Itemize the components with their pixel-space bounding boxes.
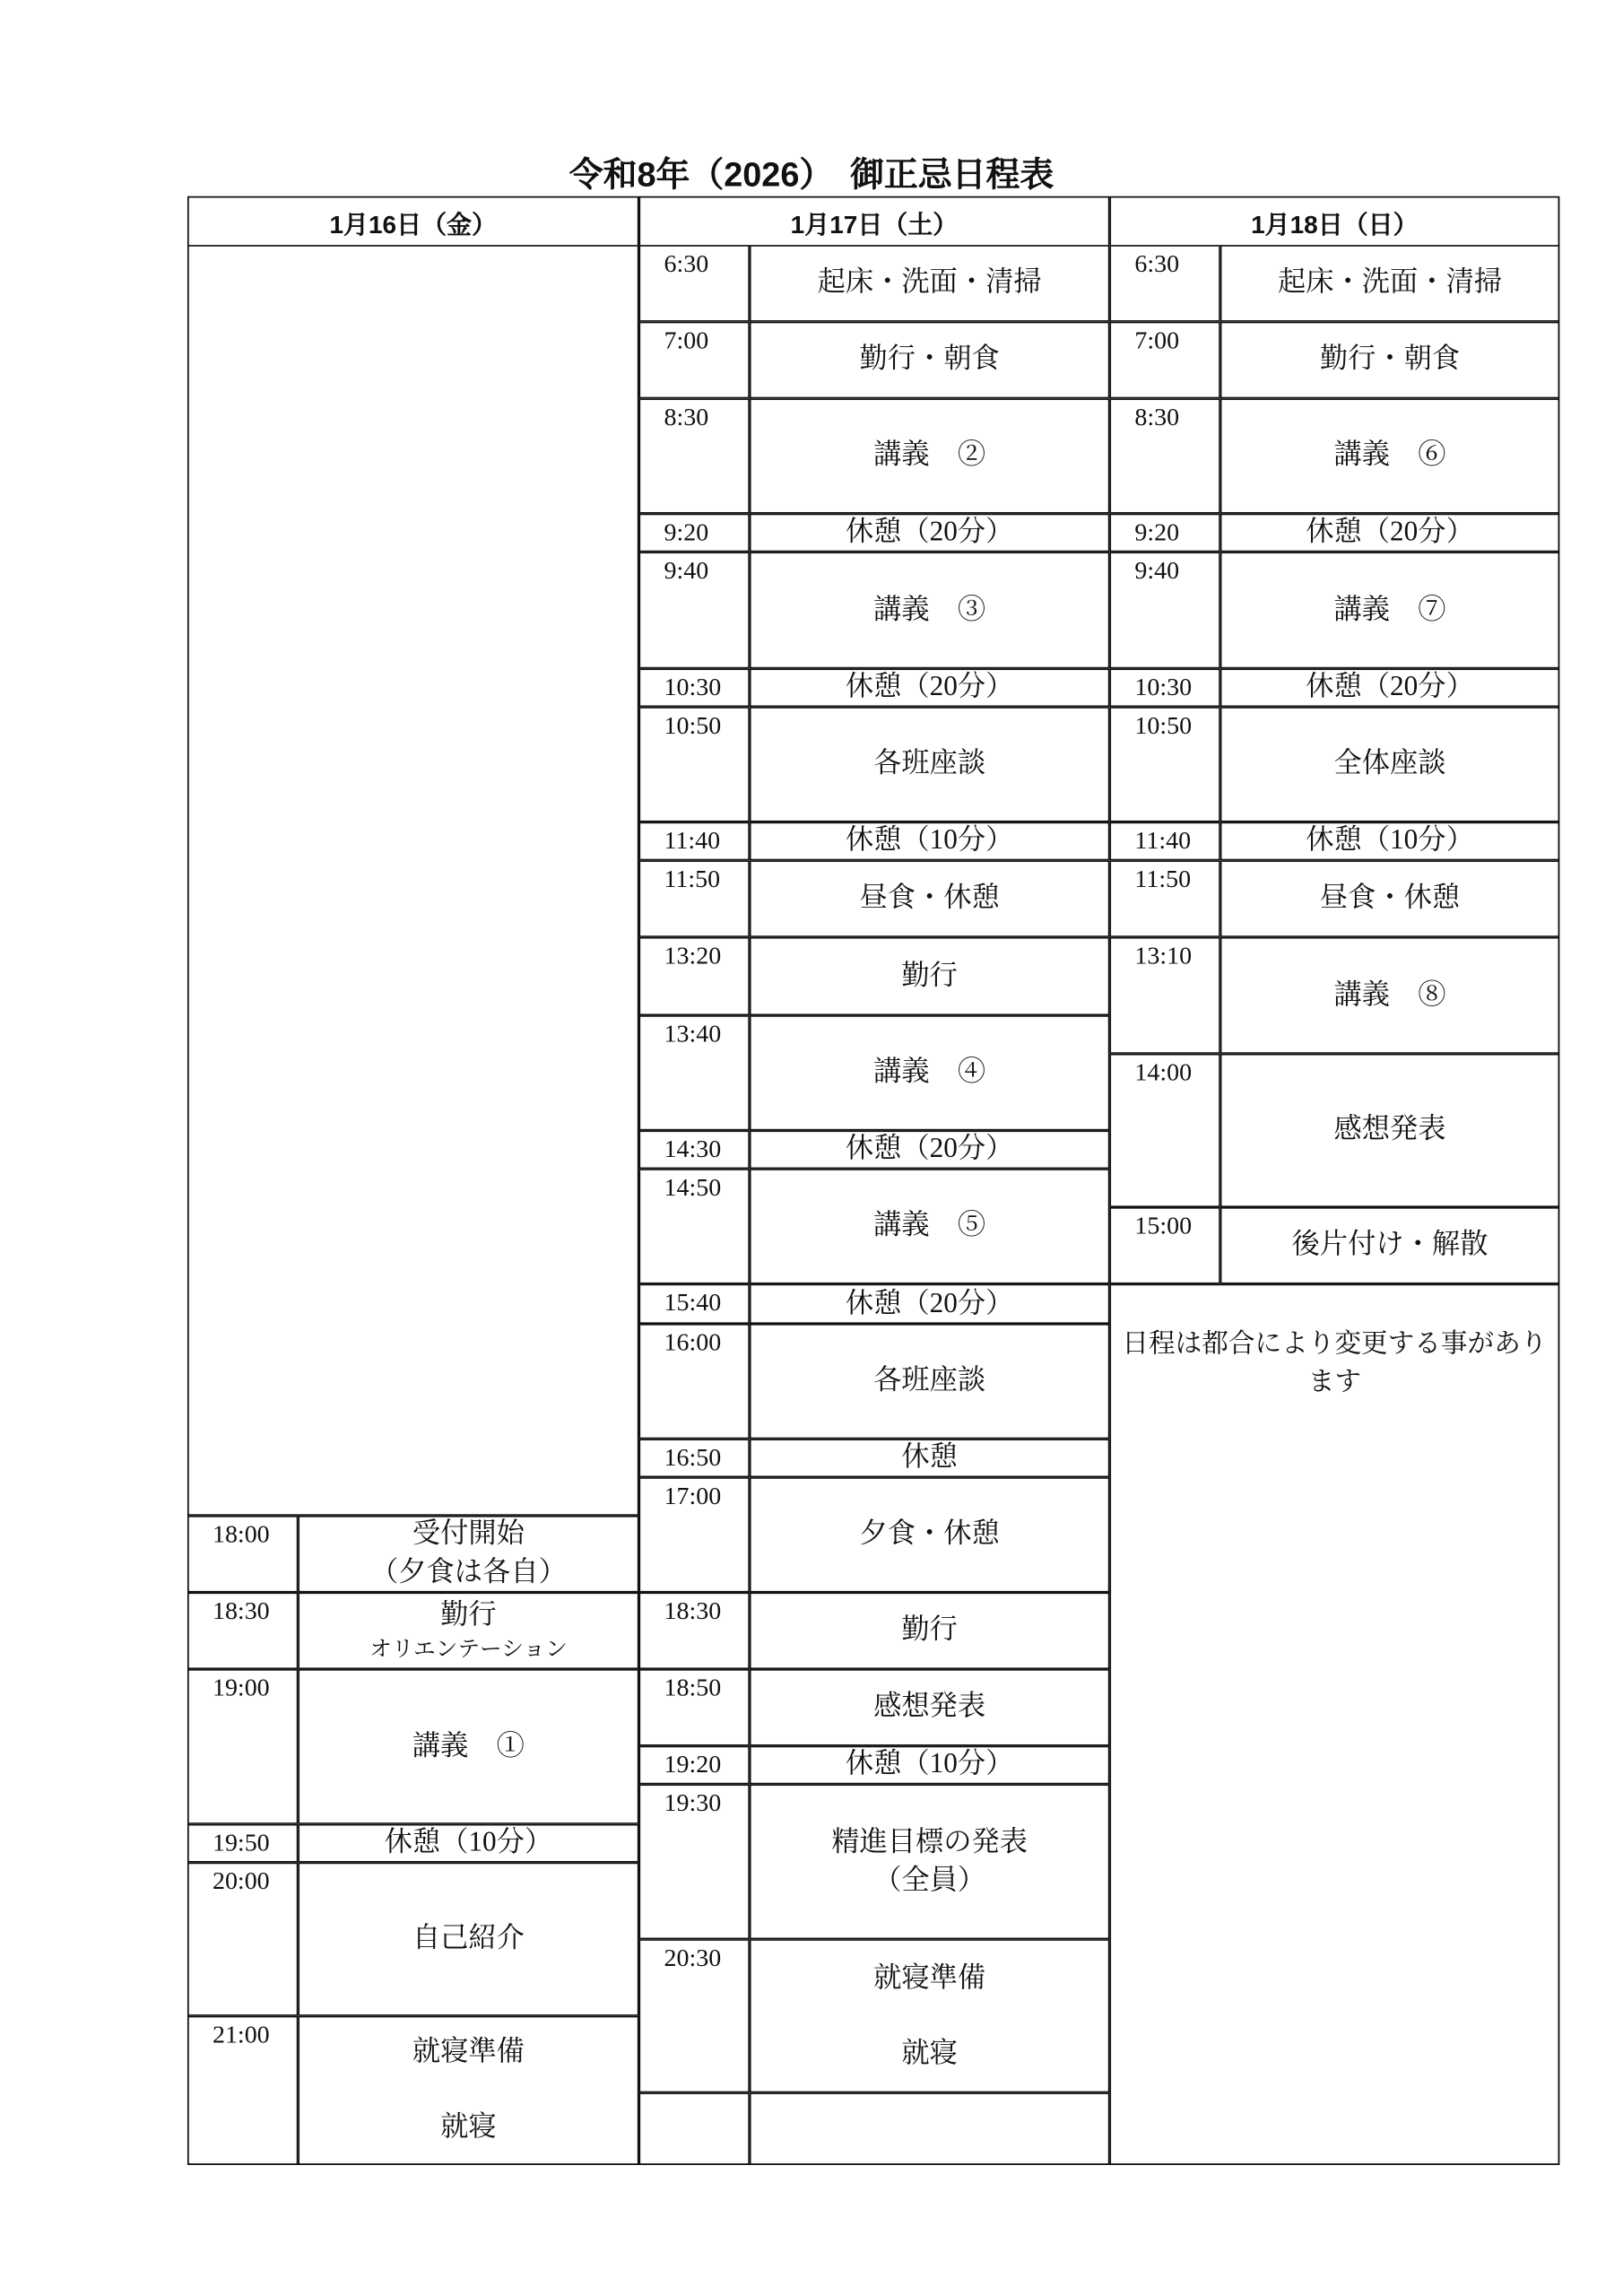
time-cell: 11:50: [639, 860, 750, 937]
time-cell: 14:30: [639, 1130, 750, 1169]
activity-cell: [750, 322, 1110, 399]
time-cell: [639, 2092, 750, 2165]
activity-cell: [750, 1477, 1110, 1592]
activity-text: オリエンテーション: [369, 1637, 568, 1662]
activity-text: 受付開始: [412, 1518, 525, 1551]
time-cell: 18:50: [639, 1669, 750, 1746]
activity-text: 精進目標の発表: [831, 1826, 1028, 1858]
activity-text: 各班座談: [873, 748, 986, 780]
activity-text: 講義 ①: [412, 1730, 525, 1762]
time-cell: 13:20: [639, 937, 750, 1015]
activity-cell: [750, 1324, 1110, 1439]
activity-text: 感想発表: [873, 1692, 986, 1723]
activity-cell: [750, 1669, 1110, 1746]
time-cell: 16:50: [639, 1439, 750, 1477]
activity-text: 講義 ②: [873, 439, 986, 472]
activity-cell: [750, 514, 1110, 552]
activity-text: 就寝準備: [412, 2036, 525, 2068]
activity-text: 各班座談: [873, 1365, 986, 1396]
activity-cell: [1220, 552, 1559, 668]
activity-cell: [750, 398, 1110, 513]
time-cell: 10:30: [1109, 668, 1219, 707]
time-cell: 15:00: [1109, 1207, 1219, 1284]
activity-text: 昼食・休憩: [1319, 883, 1461, 914]
day-header: 1月16日（金）: [187, 196, 639, 247]
day-header: 1月18日（日）: [1109, 196, 1559, 247]
activity-text: 休憩（10分）: [1306, 825, 1474, 857]
activity-cell: [1220, 322, 1559, 399]
activity-cell: [1220, 860, 1559, 937]
activity-cell: [750, 1015, 1110, 1130]
activity-text: 起床・洗面・清掃: [1277, 267, 1503, 299]
activity-text: 勤行: [440, 1599, 497, 1631]
activity-text: 自己紹介: [412, 1923, 525, 1954]
activity-text: 感想発表: [1333, 1114, 1446, 1146]
activity-cell: [298, 1824, 638, 1863]
activity-cell: [1220, 245, 1559, 322]
activity-text: 就寝準備: [873, 1961, 986, 1994]
time-cell: 9:20: [1109, 514, 1219, 552]
activity-text: 勤行・朝食: [859, 344, 1000, 376]
time-cell: 14:50: [639, 1169, 750, 1283]
activity-text: 休憩（10分）: [845, 1749, 1014, 1780]
activity-text: 就寝: [440, 2112, 497, 2144]
activity-cell: [750, 668, 1110, 707]
time-cell: 13:10: [1109, 937, 1219, 1054]
activity-cell: [750, 1130, 1110, 1169]
time-cell: 8:30: [1109, 398, 1219, 513]
activity-text: 講義 ⑧: [1333, 979, 1446, 1011]
activity-text: 休憩（20分）: [1306, 517, 1474, 548]
time-cell: 6:30: [639, 245, 750, 322]
activity-text: 就寝: [901, 2038, 958, 2069]
time-cell: 18:00: [187, 1516, 298, 1593]
time-cell: 19:00: [187, 1669, 298, 1824]
time-cell: 15:40: [639, 1284, 750, 1324]
activity-cell: [1220, 822, 1559, 861]
activity-text: 全体座談: [1333, 748, 1446, 780]
time-cell: 7:00: [639, 322, 750, 399]
time-cell: 13:40: [639, 1015, 750, 1130]
activity-text: [465, 2072, 473, 2109]
schedule-note: 日程は都合により変更する事があります: [1109, 1284, 1559, 2165]
time-cell: 10:30: [639, 668, 750, 707]
activity-cell: [750, 860, 1110, 937]
activity-text: 休憩（20分）: [845, 1288, 1014, 1319]
time-cell: 7:00: [1109, 322, 1219, 399]
activity-cell: [1220, 1054, 1559, 1207]
time-cell: 10:50: [639, 707, 750, 822]
time-cell: 19:30: [639, 1784, 750, 1939]
empty-cell: [187, 245, 639, 1516]
activity-cell: [1220, 707, 1559, 822]
activity-cell: [750, 1939, 1110, 2092]
activity-text: 講義 ③: [873, 594, 986, 626]
time-cell: 9:40: [1109, 552, 1219, 668]
time-cell: 21:00: [187, 2016, 298, 2165]
activity-text: 休憩: [901, 1441, 958, 1474]
activity-cell: [750, 1784, 1110, 1939]
activity-text: 休憩（20分）: [845, 517, 1014, 548]
activity-text: [926, 1997, 933, 2035]
time-cell: 6:30: [1109, 245, 1219, 322]
time-cell: 19:50: [187, 1824, 298, 1863]
time-cell: 9:40: [639, 552, 750, 668]
activity-cell: [750, 1439, 1110, 1477]
activity-text: 勤行: [901, 1614, 958, 1647]
time-cell: 17:00: [639, 1477, 750, 1592]
activity-text: 起床・洗面・清掃: [817, 267, 1042, 299]
time-cell: 19:20: [639, 1746, 750, 1785]
time-cell: 11:40: [1109, 822, 1219, 861]
activity-cell: [1220, 668, 1559, 707]
activity-text: 講義 ⑥: [1333, 439, 1446, 472]
activity-cell: [298, 1669, 638, 1824]
activity-cell: [750, 1746, 1110, 1785]
activity-cell: [750, 707, 1110, 822]
time-cell: 16:00: [639, 1324, 750, 1439]
activity-cell: [1220, 1207, 1559, 1284]
activity-cell: [298, 1592, 638, 1669]
day-header: 1月17日（土）: [639, 196, 1110, 247]
activity-cell: [298, 2016, 638, 2165]
activity-text: 講義 ④: [873, 1057, 986, 1089]
activity-text: 休憩（20分）: [1306, 672, 1474, 703]
activity-cell: [750, 1284, 1110, 1324]
time-cell: 18:30: [639, 1592, 750, 1669]
time-cell: 14:00: [1109, 1054, 1219, 1207]
activity-cell: [298, 1516, 638, 1593]
time-cell: 11:40: [639, 822, 750, 861]
activity-cell: [750, 937, 1110, 1015]
activity-text: （全員）: [873, 1865, 986, 1896]
activity-cell: [750, 822, 1110, 861]
time-cell: 11:50: [1109, 860, 1219, 937]
time-cell: 8:30: [639, 398, 750, 513]
activity-cell: [750, 2092, 1110, 2165]
activity-cell: [1220, 937, 1559, 1054]
activity-cell: [750, 552, 1110, 668]
activity-text: 勤行・朝食: [1319, 344, 1461, 376]
activity-text: 昼食・休憩: [859, 883, 1000, 914]
activity-cell: [298, 1863, 638, 2016]
activity-text: 講義 ⑦: [1333, 594, 1446, 626]
activity-cell: [1220, 514, 1559, 552]
activity-text: 休憩（10分）: [384, 1827, 553, 1858]
page-title: 令和8年（2026） 御正忌日程表: [568, 154, 1055, 194]
activity-text: 勤行: [901, 960, 958, 992]
activity-text: 休憩（20分）: [845, 1134, 1014, 1165]
activity-text: 休憩（20分）: [845, 672, 1014, 703]
activity-cell: [750, 1592, 1110, 1669]
activity-cell: [750, 1169, 1110, 1283]
activity-text: 講義 ⑤: [873, 1210, 986, 1242]
activity-text: 後片付け・解散: [1291, 1229, 1488, 1261]
time-cell: 10:50: [1109, 707, 1219, 822]
time-cell: 9:20: [639, 514, 750, 552]
activity-cell: [750, 245, 1110, 322]
activity-text: 夕食・休憩: [859, 1518, 1000, 1551]
activity-text: （夕食は各自）: [369, 1557, 567, 1588]
time-cell: 20:00: [187, 1863, 298, 2016]
time-cell: 18:30: [187, 1592, 298, 1669]
activity-cell: [1220, 398, 1559, 513]
activity-text: 休憩（10分）: [845, 825, 1014, 857]
time-cell: 20:30: [639, 1939, 750, 2092]
